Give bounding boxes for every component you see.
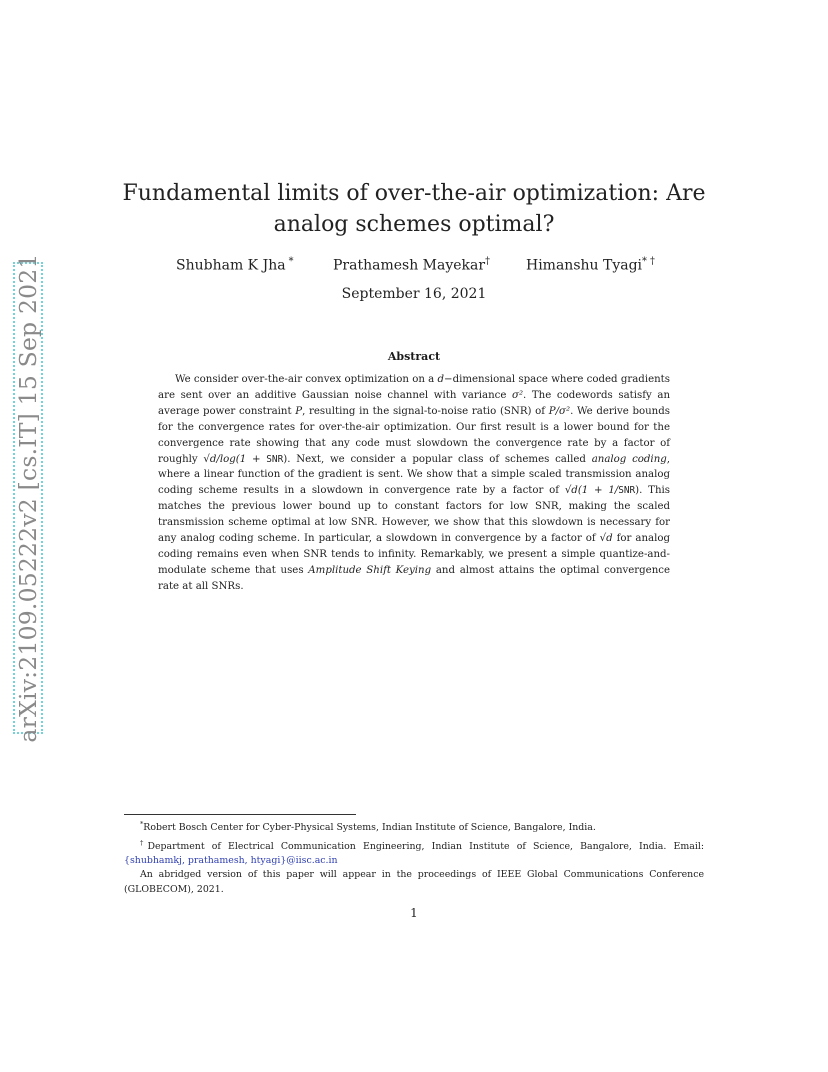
author-2-mark: †: [485, 256, 490, 267]
math-snr-ratio: P/σ²: [548, 405, 571, 417]
paper-title: Fundamental limits of over-the-air optimization: Are analog schemes optimal?: [122, 181, 706, 237]
abstract-text: . This matches the previous lower bound up to constant factors for low SNR, making the scaled transmission scheme optimal at low SNR. However, we show that this slowdown is necessary for any analog coding scheme. In particular, a slowdown in convergence by a factor of: [158, 485, 670, 545]
math-sqrt-d: √d: [599, 533, 613, 545]
abstract-heading: Abstract: [387, 350, 441, 363]
author-2-name: Prathamesh Mayekar: [333, 257, 486, 274]
abstract-text: . Next, we consider a popular class of schemes called: [287, 453, 592, 465]
emph-analog-coding: analog coding: [591, 453, 667, 465]
math-analog-factor: √d(1 + 1/: [564, 485, 619, 497]
math-sigma-squared: σ²: [511, 389, 524, 401]
abstract-text: and almost attains the optimal convergence rate at all SNRs.: [158, 564, 670, 592]
math-snr: SNR: [266, 453, 284, 465]
author-1-name: Shubham K Jha: [176, 257, 286, 274]
abstract-text: for analog coding remains even when SNR tends to infinity. Remarkably, we present a simple quantize-and-modulate scheme that uses: [158, 533, 670, 576]
footnote-3: An abridged version of this paper will appear in the proceedings of IEEE Global Communications Conference (GLOBECOM), 2021.: [124, 869, 704, 895]
author-2: [333, 256, 490, 274]
abstract-text: −dimensional space where coded gradients are sent over an additive Gaussian noise channel with variance: [158, 374, 670, 401]
footnote-2: [124, 836, 704, 869]
footnotes: [124, 817, 704, 897]
author-1-mark: *: [285, 256, 294, 267]
abstract-text: , where a linear function of the gradient is sent. We show that a simple scaled transmission analog coding scheme results in a slowdown in convergence rate by a factor of: [158, 453, 671, 497]
arxiv-identifier[interactable]: arXiv:2109.05222v2 [cs.IT] 15 Sep 2021: [14, 253, 42, 743]
math-lower-bound-factor: √d/log(1 +: [203, 453, 267, 465]
footnote-2-text: Department of Electrical Communication Engineering, Indian Institute of Science, Bangalore, India. Email:: [147, 840, 704, 852]
math-d: d: [437, 374, 445, 385]
math-close-paren: ): [283, 453, 288, 465]
paper-date: September 16, 2021: [341, 286, 487, 302]
abstract-body: [158, 372, 670, 595]
author-3-mark: * †: [642, 256, 655, 267]
abstract-text: . The codewords satisfy an average power constraint: [158, 389, 671, 417]
footnote-1-mark: *: [140, 820, 144, 828]
footnote-2-mark: †: [140, 838, 148, 847]
footnote-rule: [124, 814, 356, 815]
abstract-text: , resulting in the signal-to-noise ratio (SNR) of: [302, 405, 549, 417]
author-1: [176, 256, 294, 274]
author-3-name: Himanshu Tyagi: [526, 257, 643, 274]
math-snr: SNR: [618, 485, 636, 497]
emph-amplitude-shift-keying: Amplitude Shift Keying: [308, 564, 432, 576]
math-close-paren: ): [635, 485, 640, 497]
footnote-1: [124, 817, 704, 836]
page-number: 1: [410, 906, 418, 920]
math-p: P: [295, 405, 303, 417]
abstract-text: We consider over-the-air convex optimization on a: [175, 374, 438, 385]
email-link[interactable]: {shubhamkj, prathamesh, htyagi}@iisc.ac.in: [124, 855, 338, 867]
footnote-1-text: Robert Bosch Center for Cyber-Physical Systems, Indian Institute of Science, Bangalore, India.: [143, 822, 596, 834]
author-3: [526, 256, 655, 274]
abstract-text: . We derive bounds for the convergence rates for over-the-air optimization. Our first result is a lower bound for the convergence rate showing that any code must slowdown the convergence rate by a factor of roughly: [158, 405, 670, 465]
